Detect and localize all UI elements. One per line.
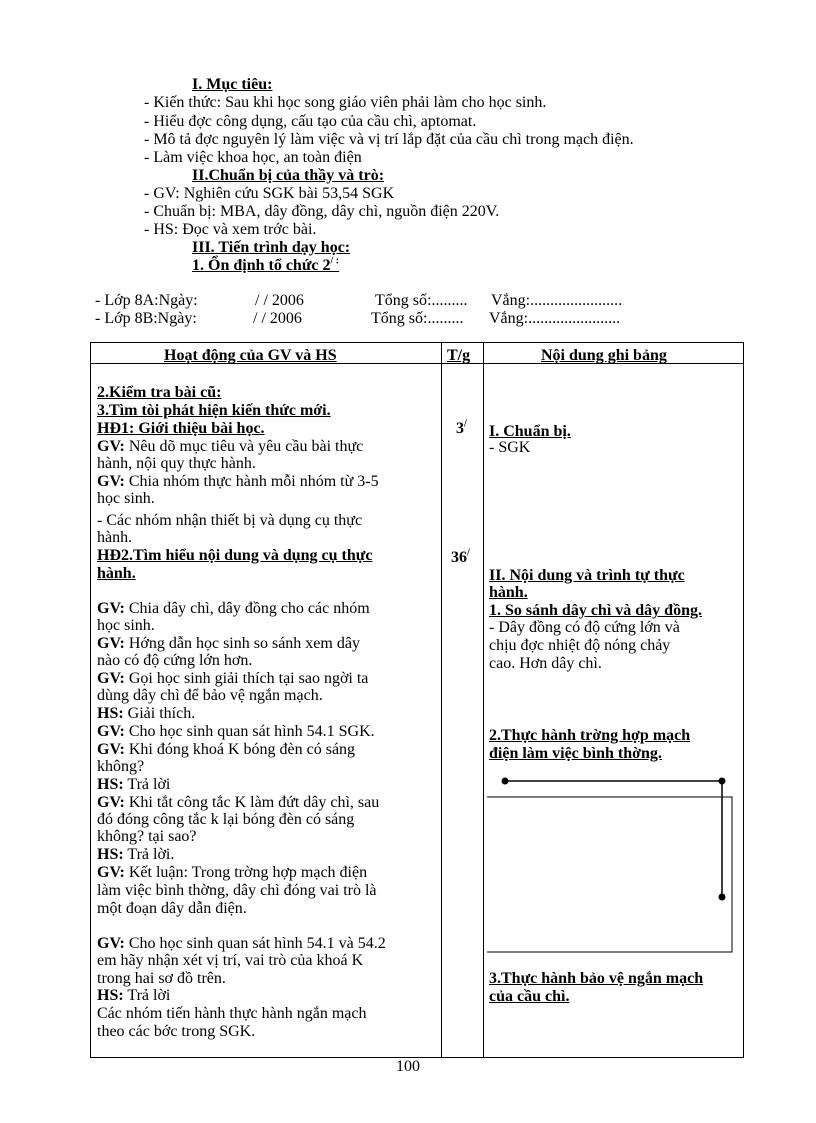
compare-wires-title: 1. So sánh dây chì và dây đồng. [489,602,702,619]
left-line: - Các nhóm nhận thiết bị và dụng cụ thực [97,512,363,529]
left-line: hành, nội quy thực hành. [97,455,256,472]
class-label: - Lớp 8A:Ngày: [95,292,198,309]
circuit-node [502,778,509,785]
left-line [97,846,174,863]
circuit-frame [487,797,732,952]
left-text: Hớng dẫn học sinh so sánh xem dây [124,635,360,652]
header-time: T/g [447,347,471,364]
preparation-3: - HS: Đọc và xem trớc bài. [144,221,317,238]
left-line [97,600,370,617]
class-date: / / 2006 [255,292,304,309]
objective-4: - Làm việc khoa học, an toàn điện [144,149,362,166]
left-text: Trả lời. [123,846,175,863]
right-line: - SGK [489,439,531,456]
left-line: đó đóng công tắc k lại bóng đèn có sáng [97,811,355,828]
column-divider [483,343,484,1057]
left-line: không? [97,758,145,775]
gv-label: GV: [97,864,125,881]
left-line [97,987,170,1004]
normal-circuit-title-cont: điện làm việc bình thờng. [489,745,662,762]
page-number: 100 [396,1058,420,1075]
minute-mark: / [467,547,470,559]
left-text: Giải thích. [123,705,196,722]
left-line: Các nhóm tiến hành thực hành ngắn mạch [97,1005,367,1022]
objective-2: - Hiểu đợc công dụng, cấu tạo của cầu chì, aptomat. [144,113,477,130]
header-activities: Hoạt động của GV và HS [164,347,337,364]
class-date: / / 2006 [253,310,302,327]
preparation-1: - GV: Nghiên cứu SGK bài 53,54 SGK [144,185,395,202]
left-text: Chia dây chì, dây đồng cho các nhóm [124,600,370,617]
right-line: cao. Hơn dây chì. [489,655,602,672]
left-line: một đoạn dây dẫn điện. [97,900,247,917]
class-absent: Vắng:....................... [489,310,621,327]
gv-label: GV: [97,635,125,652]
hs-label: HS: [97,776,124,793]
preparation-2: - Chuẩn bị: MBA, dây đồng, dây chì, nguồn điện 220V. [144,203,500,220]
time-36-minutes [451,549,470,566]
left-text: Trả lời [123,987,171,1004]
left-line: theo các bớc trong SGK. [97,1023,256,1040]
left-line: dùng dây chì để bảo vệ ngắn mạch. [97,687,323,704]
lesson-table [90,342,744,1058]
normal-circuit-title: 2.Thực hành trờng hợp mạch [489,727,691,744]
left-line [97,794,379,811]
left-text: Cho học sinh quan sát hình 54.1 và 54.2 [124,935,386,952]
left-line [97,705,195,722]
section-process-sub [192,257,339,274]
gv-label: GV: [97,670,125,687]
new-knowledge-title: 3.Tìm tòi phát hiện kiến thức mới. [97,402,331,419]
activity-2-title-cont: hành. [97,565,136,582]
gv-label: GV: [97,723,125,740]
left-line: học sinh. [97,490,155,507]
left-text: Trả lời [123,776,171,793]
gv-label: GV: [97,794,125,811]
class-row-8b [95,310,735,328]
left-line [97,935,386,952]
left-line: hành. [97,529,133,546]
process-sub-sup: / : [330,255,340,267]
left-text: Khi tắt công tắc K làm đứt dây chì, sau [124,794,380,811]
activity-2-title: HĐ2.Tìm hiểu nội dung và dụng cụ thực [97,547,373,564]
gv-label: GV: [97,473,125,490]
left-line [97,635,360,652]
activity-1-title: HĐ1: Giới thiệu bài học. [97,420,265,437]
left-line: không? tại sao? [97,828,197,845]
left-line: nào có độ cứng lớn hơn. [97,652,253,669]
header-board-content: Nội dung ghi bảng [541,347,667,364]
content-title: II. Nội dung và trình tự thực [489,567,685,584]
section-preparation-title: II.Chuẩn bị của thầy và trò: [192,167,385,184]
left-line: em hãy nhận xét vị trí, vai trò của khoá K [97,952,364,969]
left-line: làm việc bình thờng, dây chì đóng vai trò là [97,882,377,899]
left-line [97,670,368,687]
left-line [97,438,363,455]
left-line [97,864,367,881]
class-total: Tổng số:......... [375,292,468,309]
gv-label: GV: [97,600,125,617]
process-sub-text: 1. Ổn định tổ chức 2 [192,257,331,274]
time-value: 36 [451,549,467,566]
content-title-cont: hành. [489,584,528,601]
prep-title: I. Chuẩn bị. [489,423,571,440]
left-line [97,473,379,490]
right-line: chịu đợc nhiệt độ nóng chảy [489,637,671,654]
section-objectives-title: I. Mục tiêu: [192,76,273,93]
hs-label: HS: [97,705,124,722]
old-lesson-check: 2.Kiểm tra bài cũ: [97,384,222,401]
left-text: Chia nhóm thực hành mỗi nhóm từ 3-5 [124,473,379,490]
section-process-title: III. Tiến trình dạy học: [192,239,351,256]
right-line: - Dây đồng có độ cứng lớn và [489,619,680,636]
objective-3: - Mô tả đợc nguyên lý làm việc và vị trí lắp đặt của cầu chì trong mạch điện. [144,131,634,148]
objective-1: - Kiến thức: Sau khi học song giáo viên phải làm cho học sinh. [144,94,547,111]
column-divider [441,343,442,1057]
circuit-node [719,894,726,901]
time-3-minutes [456,420,467,437]
left-text: Gọi học sinh giải thích tại sao ngời ta [124,670,369,687]
left-line [97,723,375,740]
fuse-protection-title: 3.Thực hành bảo vệ ngắn mạch [489,970,704,987]
class-absent: Vắng:....................... [491,292,623,309]
gv-label: GV: [97,438,125,455]
left-line: trong hai sơ đồ trên. [97,970,226,987]
left-line: học sinh. [97,617,155,634]
left-text: Nêu dõ mục tiêu và yêu cầu bài thực [124,438,364,455]
left-line [97,741,355,758]
circuit-diagram [487,773,737,963]
time-value: 3 [456,420,464,437]
left-text: Khi đóng khoá K bóng đèn có sáng [124,741,356,758]
minute-mark: / [464,418,467,430]
hs-label: HS: [97,987,124,1004]
left-text: Kết luận: Trong trờng hợp mạch điện [124,864,368,881]
class-label: - Lớp 8B:Ngày: [95,310,197,327]
gv-label: GV: [97,935,125,952]
gv-label: GV: [97,741,125,758]
class-row-8a [95,292,735,310]
class-total: Tổng số:......... [371,310,464,327]
fuse-protection-title-cont: của cầu chì. [489,988,570,1005]
left-line [97,776,170,793]
left-text: Cho học sinh quan sát hình 54.1 SGK. [124,723,375,740]
hs-label: HS: [97,846,124,863]
